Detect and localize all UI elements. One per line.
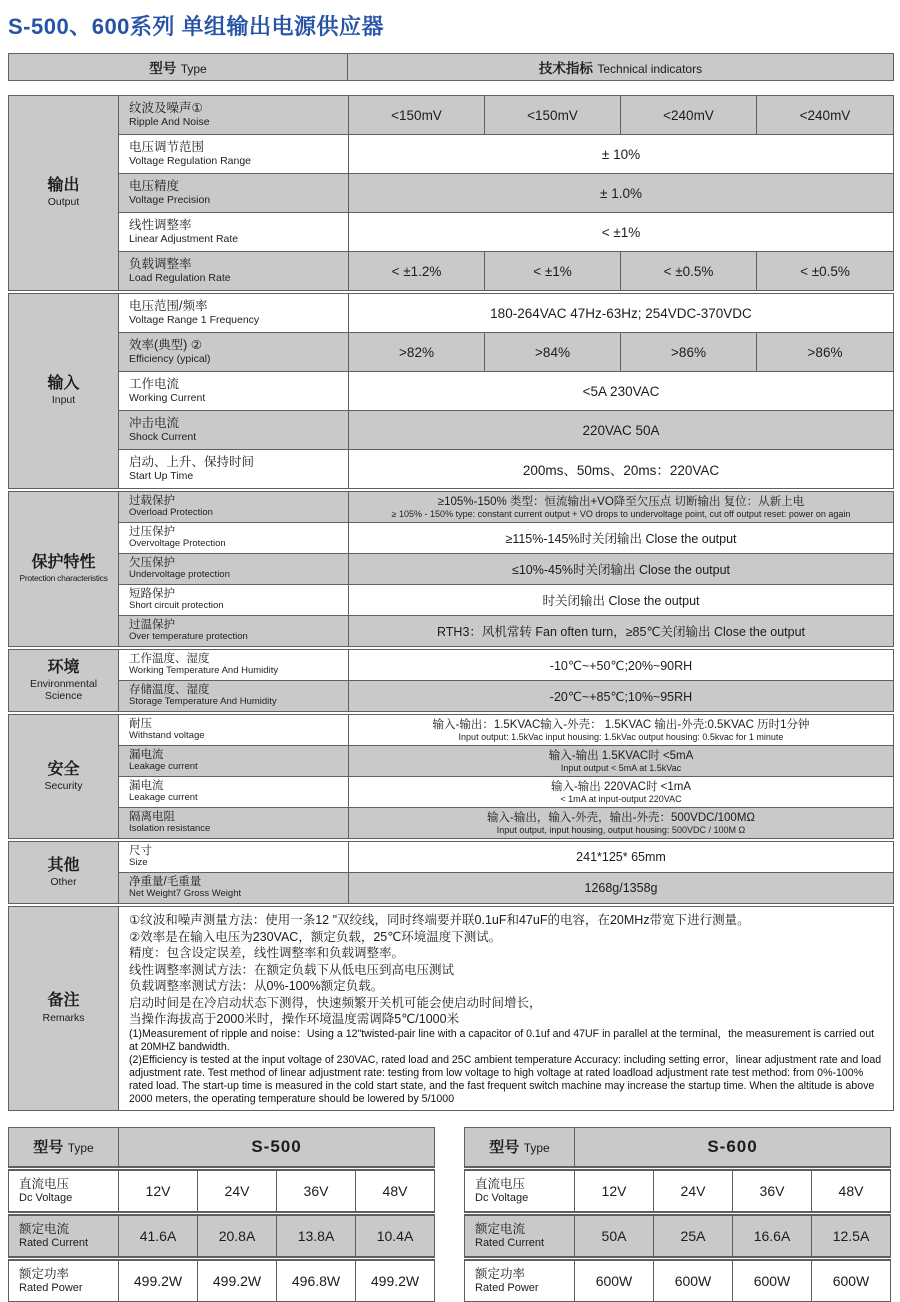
value-cell: < ±1.2%: [349, 252, 485, 293]
row-label: 电压精度 Voltage Precision: [119, 174, 349, 213]
section-protection: [9, 490, 119, 648]
value-cell: 1268g/1358g: [349, 873, 894, 906]
value-cell: 输入-输出：1.5KVAC输入-外壳： 1.5KVAC 输出-外壳:0.5KVAC 历时1分钟 Input output: 1.5kVac input housing: 1.5kVac output housing: 0.5kvac for 1 minute: [349, 713, 894, 746]
value-cell: < ±1%: [485, 252, 621, 293]
value-cell: 41.6A: [119, 1213, 198, 1258]
model-row-rated-current: [465, 1213, 891, 1258]
spec-row-remarks: [9, 905, 894, 1110]
value-cell: < ±0.5%: [757, 252, 894, 293]
row-label: 过压保护 Overvoltage Protection: [119, 523, 349, 554]
value-cell: <5A 230VAC: [349, 372, 894, 411]
spec-row-overload-protection: [9, 490, 894, 523]
value-cell: 200ms、50ms、20ms：220VAC: [349, 450, 894, 491]
value-cell: RTH3：风机常转 Fan often turn，≥85℃关闭输出 Close the output: [349, 616, 894, 649]
header-table: [8, 53, 894, 81]
row-label: 启动、上升、保持时间 Start Up Time: [119, 450, 349, 491]
section-name-en: Protection characteristics: [19, 573, 108, 584]
model-header-row: [465, 1127, 891, 1168]
model-row-rated-current: [9, 1213, 435, 1258]
value-cell: 时关闭输出 Close the output: [349, 585, 894, 616]
spec-row-working-temperature: [9, 648, 894, 681]
value-cell: < ±0.5%: [621, 252, 757, 293]
model-row-dc-voltage: [9, 1168, 435, 1213]
value-cell: >84%: [485, 333, 621, 372]
value-cell: ≤10%-45%时关闭输出 Close the output: [349, 554, 894, 585]
spec-row-overvoltage-protection: [9, 523, 894, 554]
row-label: 耐压 Withstand voltage: [119, 713, 349, 746]
remark-paragraph: (1)Measurement of ripple and noise：Using a 12"twisted-pair line with a capacitor of 0.1uf and 47UF in parallel at the terminal，the measurement is carried out at 20MHZ bandwidth.: [129, 1027, 875, 1053]
model-table-s600: [464, 1127, 891, 1302]
section-remarks: [9, 905, 119, 1110]
header-cell-tech: [348, 54, 894, 81]
value-cell: 600W: [575, 1258, 654, 1301]
section-name-en: Output: [47, 196, 80, 209]
remark-line: 精度：包含设定误差，线性调整率和负载调整率。: [129, 946, 405, 960]
value-cell: 13.8A: [277, 1213, 356, 1258]
tech-label-en: Technical indicators: [597, 61, 703, 76]
remark-line: ②效率是在输入电压为230VAC，额定负载，25℃环境温度下测试。: [129, 929, 502, 944]
value-cell: 36V: [733, 1168, 812, 1213]
model-tables: [8, 1127, 893, 1302]
model-name: S-500: [119, 1127, 435, 1168]
type-label-en: Type: [180, 61, 207, 76]
row-label: 欠压保护 Undervoltage protection: [119, 554, 349, 585]
remark-line: 启动时间是在冷启动状态下测得，快速频繁开关机可能会使启动时间增长，: [129, 995, 542, 1010]
header-cell-type: [9, 54, 348, 81]
spec-row-leakage-current-2: [9, 777, 894, 808]
value-cell: 600W: [733, 1258, 812, 1301]
value-cell: 600W: [654, 1258, 733, 1301]
value-cell: 50A: [575, 1213, 654, 1258]
value-cell: <150mV: [485, 96, 621, 135]
value-cell: 499.2W: [119, 1258, 198, 1301]
row-label: 漏电流 Leakage current: [119, 777, 349, 808]
row-label: 电压调节范围 Voltage Regulation Range: [119, 135, 349, 174]
value-cell: -20℃~+85℃;10%~95RH: [349, 681, 894, 714]
value-cell: ≥105%-150% 类型：恒流输出+VO降至欠压点 切断输出 复位：从新上电 ≥ 105% - 150% type: constant current output + VO drops to undervoltage point, cut off output reset: power on again: [349, 490, 894, 523]
value-cell: >86%: [621, 333, 757, 372]
row-label: 额定功率 Rated Power: [465, 1258, 575, 1301]
value-cell: 496.8W: [277, 1258, 356, 1301]
spec-row-size: [9, 840, 894, 873]
section-name-en: Environmental Science: [29, 678, 98, 702]
model-table-s500: [8, 1127, 435, 1302]
row-label: 额定电流 Rated Current: [9, 1213, 119, 1258]
section-name-zh: 其他: [47, 856, 80, 874]
section-name-en: Other: [50, 875, 77, 888]
row-label: 冲击电流 Shock Current: [119, 411, 349, 450]
value-cell: < ±1%: [349, 213, 894, 252]
row-label: 过温保护 Over temperature protection: [119, 616, 349, 649]
value-cell: 36V: [277, 1168, 356, 1213]
value-cell: 499.2W: [198, 1258, 277, 1301]
value-cell: <240mV: [757, 96, 894, 135]
row-label: 隔离电阻 Isolation resistance: [119, 808, 349, 841]
row-label: 直流电压 Dc Voltage: [465, 1168, 575, 1213]
value-cell: 25A: [654, 1213, 733, 1258]
value-cell: 24V: [198, 1168, 277, 1213]
value-cell: 20.8A: [198, 1213, 277, 1258]
spec-row-shock-current: [9, 411, 894, 450]
value-cell: 220VAC 50A: [349, 411, 894, 450]
value-cell: 12V: [119, 1168, 198, 1213]
section-name-zh: 输出: [47, 177, 80, 195]
value-cell: 输入-输出 220VAC时 <1mA < 1mA at input-output 220VAC: [349, 777, 894, 808]
value-cell: 16.6A: [733, 1213, 812, 1258]
row-label: 额定功率 Rated Power: [9, 1258, 119, 1301]
row-label: 尺寸 Size: [119, 840, 349, 873]
value-cell: 48V: [356, 1168, 435, 1213]
section-name-en: Security: [44, 779, 83, 792]
value-cell: <240mV: [621, 96, 757, 135]
remark-line: 当操作海拔高于2000米时，操作环境温度需调降5℃/1000米: [129, 1012, 460, 1026]
section-input: [9, 292, 119, 490]
spec-row-working-current: [9, 372, 894, 411]
remark-line: ①纹波和噪声测量方法：使用一条12 "双绞线，同时终端要并联0.1uF和47uF的电容，在20MHz带宽下进行测量。: [129, 913, 750, 927]
section-other: [9, 840, 119, 905]
row-label: 直流电压 Dc Voltage: [9, 1168, 119, 1213]
value-cell: -10℃~+50℃;20%~90RH: [349, 648, 894, 681]
row-label: 净重量/毛重量 Net Weight7 Gross Weight: [119, 873, 349, 906]
model-row-rated-power: [9, 1258, 435, 1301]
model-type-cell: 型号 Type: [9, 1127, 119, 1168]
value-cell: 10.4A: [356, 1213, 435, 1258]
model-row-dc-voltage: [465, 1168, 891, 1213]
spec-row-voltage-precision: [9, 174, 894, 213]
spec-row-isolation-resistance: [9, 808, 894, 841]
row-label: 存储温度、湿度 Storage Temperature And Humidity: [119, 681, 349, 714]
row-label: 效率(典型) ② Efficiency (ypical): [119, 333, 349, 372]
value-cell: 499.2W: [356, 1258, 435, 1301]
value-cell: ≥115%-145%时关闭输出 Close the output: [349, 523, 894, 554]
row-label: 短路保护 Short circuit protection: [119, 585, 349, 616]
row-label: 工作温度、湿度 Working Temperature And Humidity: [119, 648, 349, 681]
row-label: 过载保护 Overload Protection: [119, 490, 349, 523]
row-label: 电压范围/频率 Voltage Range 1 Frequency: [119, 292, 349, 333]
value-cell: 180-264VAC 47Hz-63Hz; 254VDC-370VDC: [349, 292, 894, 333]
spec-row-startup-time: [9, 450, 894, 491]
spec-row-efficiency: [9, 333, 894, 372]
tech-label-zh: 技术指标: [538, 60, 593, 76]
spec-table: [8, 95, 894, 1111]
section-security: [9, 713, 119, 840]
spec-row-linear-adjustment: [9, 213, 894, 252]
row-label: 漏电流 Leakage current: [119, 746, 349, 777]
spec-row-short-circuit-protection: [9, 585, 894, 616]
value-cell: 241*125* 65mm: [349, 840, 894, 873]
spec-row-voltage-regulation: [9, 135, 894, 174]
section-name-zh: 安全: [47, 760, 80, 778]
row-label: 工作电流 Working Current: [119, 372, 349, 411]
type-label-zh: 型号: [149, 60, 177, 76]
section-name-zh: 环境: [47, 658, 80, 676]
section-name-zh: 备注: [47, 992, 80, 1010]
section-name-zh: 保护特性: [31, 554, 96, 572]
remark-paragraph: (2)Efficiency is tested at the input voltage of 230VAC, rated load and 25C ambient temperature Accuracy: including setting error，linear adjustment rate and load adjustment rate. Test method of linear adjustment rate: testing from low voltage to high voltage at rated loadload adjustment rate test method: from 0%-100% rated load. The start-up time is measured in the cold start state, and the fast frequent switch machine may increase the startup time. When the altitude is above 2000 meters, the operating temperature should be lowered by 5/1000: [129, 1053, 882, 1105]
value-cell: 12.5A: [812, 1213, 891, 1258]
section-name-en: Input: [51, 394, 76, 407]
row-label: 额定电流 Rated Current: [465, 1213, 575, 1258]
value-cell: 48V: [812, 1168, 891, 1213]
spec-row-load-regulation: [9, 252, 894, 293]
value-cell: >86%: [757, 333, 894, 372]
section-output: [9, 96, 119, 293]
spec-row-withstand-voltage: [9, 713, 894, 746]
value-cell: 24V: [654, 1168, 733, 1213]
section-name-en: Remarks: [42, 1011, 85, 1024]
page-title: S-500、600系列 单组输出电源供应器: [8, 14, 385, 39]
model-header-row: [9, 1127, 435, 1168]
row-label: 线性调整率 Linear Adjustment Rate: [119, 213, 349, 252]
remarks-content: [119, 905, 894, 1110]
value-cell: <150mV: [349, 96, 485, 135]
value-cell: ± 1.0%: [349, 174, 894, 213]
row-label: 纹波及噪声① Ripple And Noise: [119, 96, 349, 135]
spec-row-voltage-range: [9, 292, 894, 333]
value-cell: ± 10%: [349, 135, 894, 174]
model-row-rated-power: [465, 1258, 891, 1301]
value-cell: 输入-输出，输入-外壳，输出-外壳：500VDC/100MΩ Input output, input housing, output housing: 500VDC / 100M Ω: [349, 808, 894, 841]
spec-row-leakage-current-1: [9, 746, 894, 777]
value-cell: 12V: [575, 1168, 654, 1213]
spec-row-undervoltage-protection: [9, 554, 894, 585]
row-label: 负载调整率 Load Regulation Rate: [119, 252, 349, 293]
header-row: [9, 54, 894, 81]
section-name-zh: 输入: [47, 375, 80, 393]
spec-row-over-temperature-protection: [9, 616, 894, 649]
remark-line: 线性调整率测试方法：在额定负载下从低电压到高电压测试: [129, 962, 455, 977]
model-type-cell: 型号 Type: [465, 1127, 575, 1168]
value-cell: >82%: [349, 333, 485, 372]
spec-row-ripple: [9, 96, 894, 135]
spec-row-storage-temperature: [9, 681, 894, 714]
section-environment: [9, 648, 119, 713]
remark-line: 负载调整率测试方法：从0%-100%额定负载。: [129, 979, 384, 993]
spec-row-weight: [9, 873, 894, 906]
model-name: S-600: [575, 1127, 891, 1168]
value-cell: 600W: [812, 1258, 891, 1301]
value-cell: 输入-输出 1.5KVAC时 <5mA Input output < 5mA at 1.5kVac: [349, 746, 894, 777]
